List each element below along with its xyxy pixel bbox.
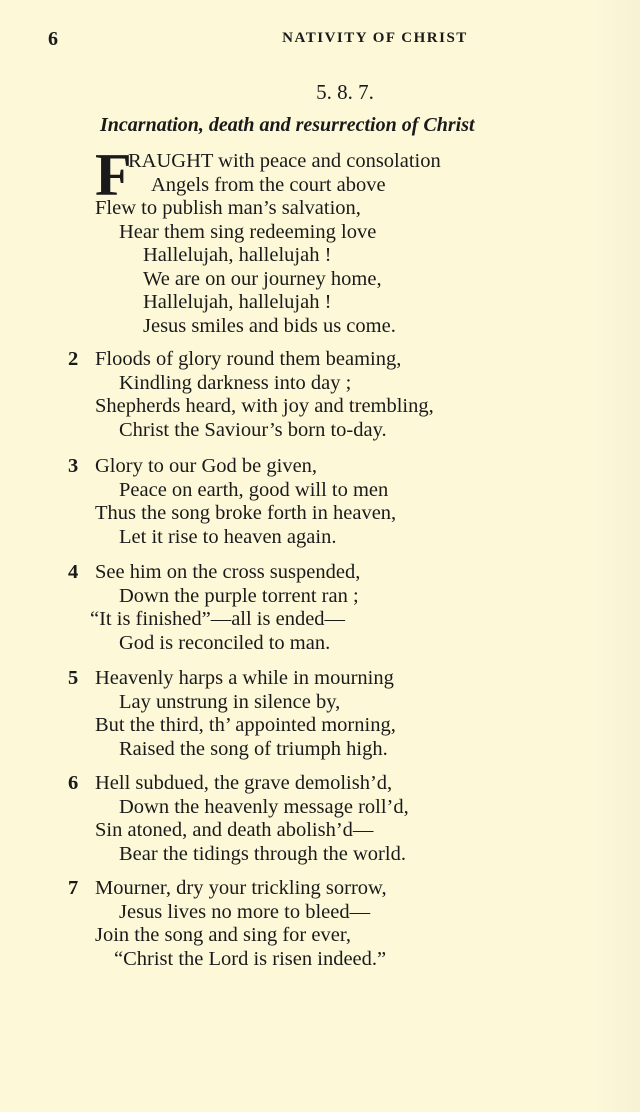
verse-line: Peace on earth, good will to men — [119, 478, 389, 501]
verse-line: Kindling darkness into day ; — [119, 371, 352, 394]
verse-number: 5 — [68, 667, 79, 689]
verse-line: Christ the Saviour’s born to-day. — [119, 418, 387, 441]
verse-line: Join the song and sing for ever, — [95, 924, 351, 946]
hymn-meter: 5. 8. 7. — [316, 80, 374, 104]
page-edge-shadow — [592, 0, 640, 1112]
verse-2 — [68, 348, 588, 442]
verse-line: But the third, th’ appointed morning, — [95, 714, 396, 736]
verse-7 — [68, 877, 588, 971]
verse-line: Hallelujah, hallelujah ! — [143, 244, 332, 266]
verse-line: Flew to publish man’s salvation, — [95, 197, 361, 219]
page-number: 6 — [48, 28, 58, 50]
verse-line: Hell subdued, the grave demolish’d, — [95, 772, 393, 794]
verse-line: Heavenly harps a while in mourning — [95, 667, 394, 689]
verse-3 — [68, 455, 588, 549]
verse-4 — [68, 561, 588, 655]
verse-line: Glory to our God be given, — [95, 455, 318, 477]
verse-line: Raised the song of triumph high. — [119, 737, 388, 760]
verse-line: God is reconciled to man. — [119, 631, 331, 654]
drop-cap: F — [95, 142, 132, 208]
verse-number: 3 — [68, 455, 79, 477]
verse-line: “Christ the Lord is risen indeed.” — [114, 947, 387, 970]
verse-line: We are on our journey home, — [143, 267, 382, 290]
verse-number: 7 — [68, 877, 79, 899]
verse-line: Sin atoned, and death abolish’d— — [95, 819, 374, 841]
verse-line: See him on the cross suspended, — [95, 561, 361, 583]
page-header — [40, 28, 600, 48]
verse-line: “It is finished”—all is ended— — [90, 608, 346, 630]
verse-line: Hear them sing redeeming love — [119, 220, 377, 243]
verse-line: Hallelujah, hallelujah ! — [143, 291, 332, 313]
verse-line: Down the purple torrent ran ; — [119, 584, 359, 607]
verse-line: Mourner, dry your trickling sorrow, — [95, 877, 387, 899]
verse-line: Floods of glory round them beaming, — [95, 348, 402, 370]
verse-line: Let it rise to heaven again. — [119, 525, 337, 548]
verse-line: RAUGHT with peace and consolation — [128, 150, 441, 172]
verse-line: Angels from the court above — [151, 173, 386, 196]
hymn-subtitle: Incarnation, death and resurrection of Christ — [100, 114, 475, 136]
verse-line: Jesus lives no more to bleed— — [119, 900, 371, 923]
verse-5 — [68, 667, 588, 761]
verse-line: Bear the tidings through the world. — [119, 842, 406, 865]
verse-number: 2 — [68, 348, 79, 370]
verse-number: 6 — [68, 772, 79, 794]
running-head: NATIVITY OF CHRIST — [282, 30, 468, 46]
verse-line: Down the heavenly message roll’d, — [119, 795, 409, 818]
verse-1 — [68, 142, 588, 338]
verse-number: 4 — [68, 561, 79, 583]
verse-line: Shepherds heard, with joy and trembling, — [95, 395, 434, 417]
verse-6 — [68, 772, 588, 866]
verse-line: Lay unstrung in silence by, — [119, 690, 341, 713]
verse-line: Thus the song broke forth in heaven, — [95, 502, 397, 524]
verse-line: Jesus smiles and bids us come. — [143, 314, 396, 337]
